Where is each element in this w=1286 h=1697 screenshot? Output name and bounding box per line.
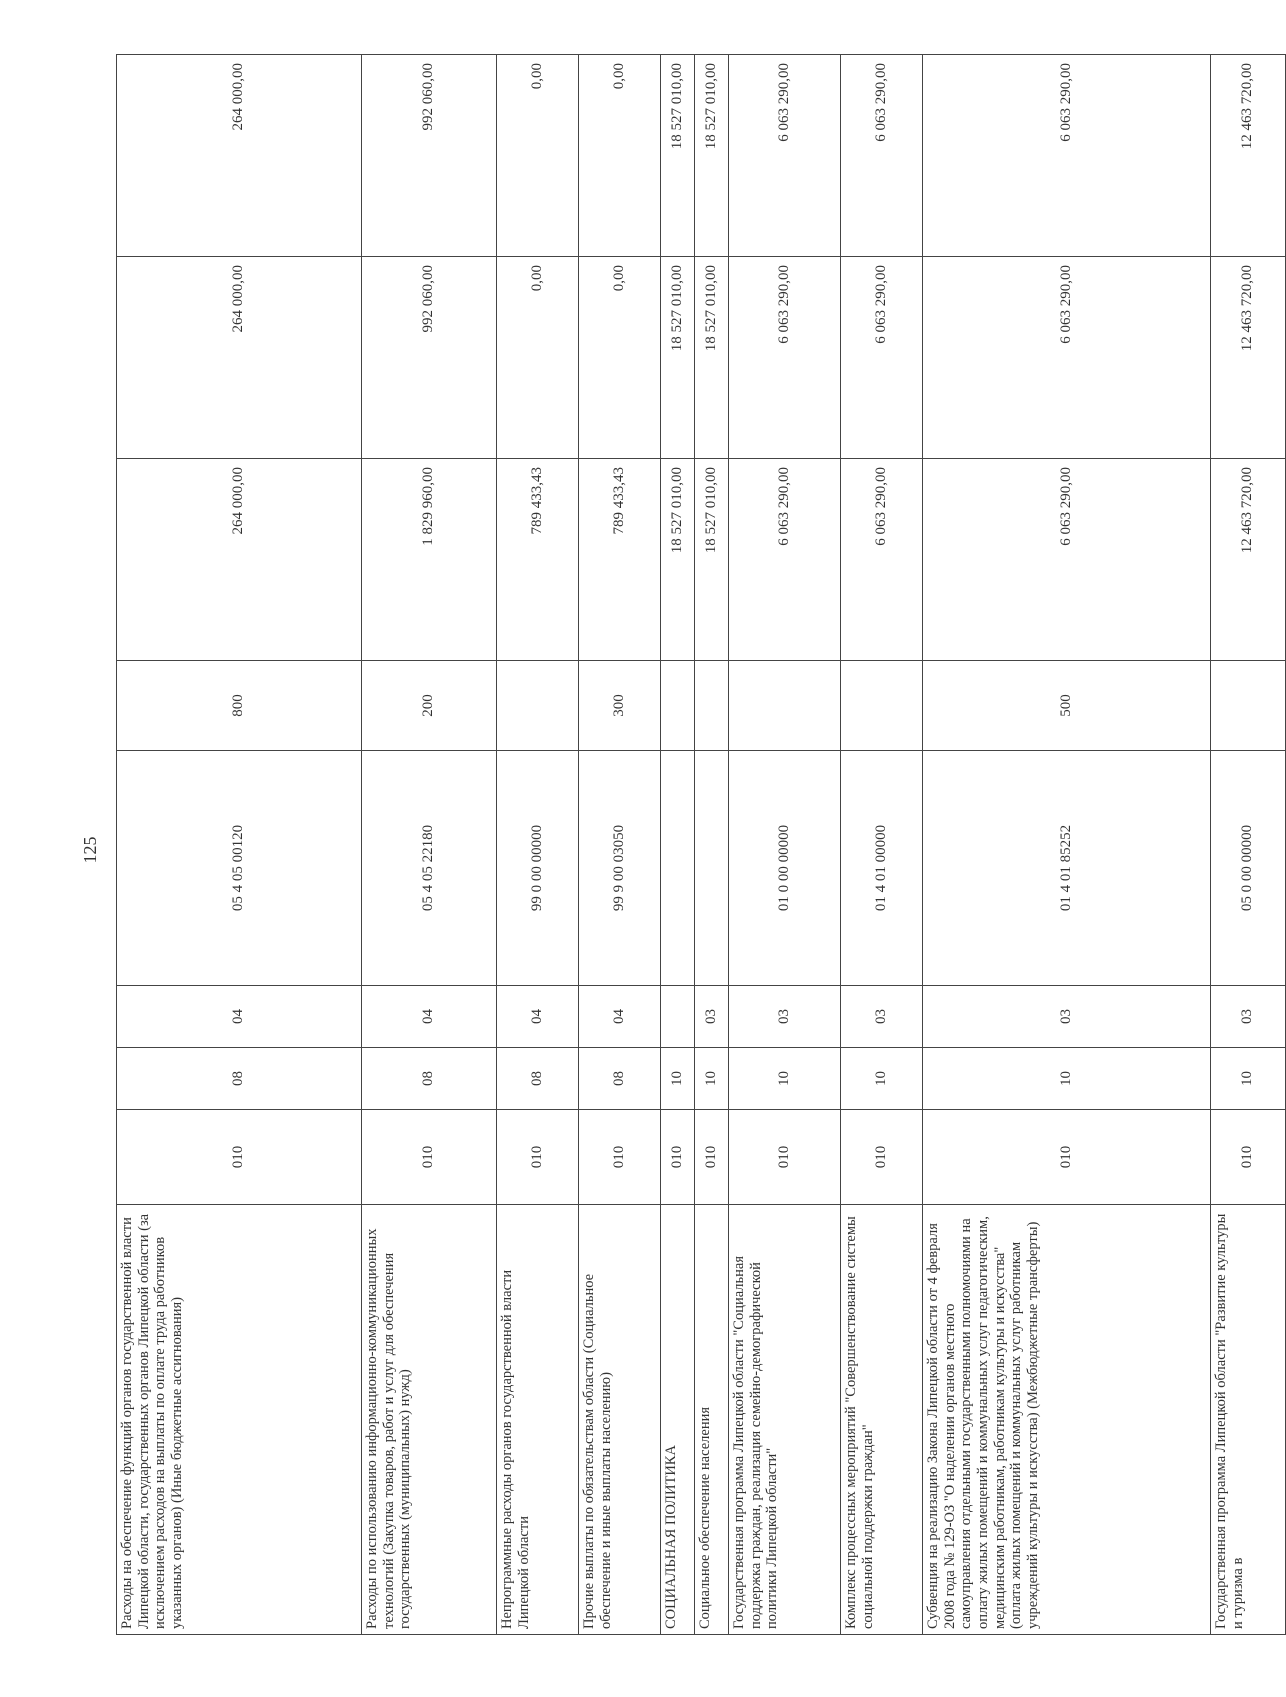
table-row xyxy=(117,55,362,1635)
row-name-cell: СОЦИАЛЬНАЯ ПОЛИТИКА xyxy=(661,1205,695,1635)
row-name-cell: Прочие выплаты по обязательствам области (Социальное обеспечение и иные выплаты населению) xyxy=(579,1205,661,1635)
row-section-cell: 10 xyxy=(923,1048,1211,1110)
budget-table xyxy=(116,54,1286,1635)
row-amount-1-cell: 264 000,00 xyxy=(117,459,362,661)
page-number: 125 xyxy=(80,836,100,864)
row-expense-type-cell xyxy=(661,661,695,751)
row-amount-3-cell: 992 060,00 xyxy=(362,55,497,257)
table-row xyxy=(497,55,579,1635)
row-name-cell: Социальное обеспечение населения xyxy=(695,1205,729,1635)
row-subsection-cell: 03 xyxy=(1211,986,1286,1048)
row-expense-type-cell: 300 xyxy=(579,661,661,751)
row-target-article-cell xyxy=(661,751,695,986)
row-amount-3-cell: 264 000,00 xyxy=(117,55,362,257)
row-amount-2-cell: 0,00 xyxy=(579,257,661,459)
table-row xyxy=(661,55,695,1635)
table-row xyxy=(1211,55,1286,1635)
row-section-cell: 10 xyxy=(841,1048,923,1110)
row-target-article-cell: 05 4 05 00120 xyxy=(117,751,362,986)
row-amount-1-cell: 6 063 290,00 xyxy=(841,459,923,661)
table-row xyxy=(729,55,841,1635)
row-target-article-cell: 99 9 00 03050 xyxy=(579,751,661,986)
row-amount-2-cell: 0,00 xyxy=(497,257,579,459)
row-amount-2-cell: 18 527 010,00 xyxy=(695,257,729,459)
row-expense-type-cell xyxy=(841,661,923,751)
row-amount-1-cell: 12 463 720,00 xyxy=(1211,459,1286,661)
budget-table-container xyxy=(116,55,1256,1635)
table-body xyxy=(117,55,1286,1635)
row-expense-type-cell xyxy=(497,661,579,751)
row-admin-code-cell: 010 xyxy=(661,1110,695,1205)
row-amount-1-cell: 18 527 010,00 xyxy=(661,459,695,661)
row-admin-code-cell: 010 xyxy=(579,1110,661,1205)
row-section-cell: 08 xyxy=(117,1048,362,1110)
row-section-cell: 08 xyxy=(497,1048,579,1110)
row-target-article-cell xyxy=(695,751,729,986)
row-name-cell: Расходы на обеспечение функций органов государственной власти Липецкой области, государственных органов Липецкой области (за исключением расходов на выплаты по оплате труда работников указанных органов) (Иные бюджетные ассигнования) xyxy=(117,1205,362,1635)
row-admin-code-cell: 010 xyxy=(923,1110,1211,1205)
row-name-cell: Комплекс процессных мероприятий "Совершенствование системы социальной поддержки граждан" xyxy=(841,1205,923,1635)
row-name-cell: Непрограммные расходы органов государственной власти Липецкой области xyxy=(497,1205,579,1635)
row-section-cell: 10 xyxy=(695,1048,729,1110)
row-expense-type-cell xyxy=(729,661,841,751)
row-amount-3-cell: 12 463 720,00 xyxy=(1211,55,1286,257)
row-admin-code-cell: 010 xyxy=(729,1110,841,1205)
row-name-cell: Расходы по использованию информационно-коммуникационных технологий (Закупка товаров, работ и услуг для обеспечения государственных (муниципальных) нужд) xyxy=(362,1205,497,1635)
row-amount-3-cell: 6 063 290,00 xyxy=(729,55,841,257)
row-subsection-cell: 03 xyxy=(841,986,923,1048)
row-expense-type-cell xyxy=(1211,661,1286,751)
row-amount-1-cell: 6 063 290,00 xyxy=(729,459,841,661)
row-amount-2-cell: 18 527 010,00 xyxy=(661,257,695,459)
row-admin-code-cell: 010 xyxy=(117,1110,362,1205)
row-expense-type-cell xyxy=(695,661,729,751)
row-amount-1-cell: 1 829 960,00 xyxy=(362,459,497,661)
row-target-article-cell: 01 0 00 00000 xyxy=(729,751,841,986)
row-name-cell: Государственная программа Липецкой области "Социальная поддержка граждан, реализация семейно-демографической политики Липецкой области" xyxy=(729,1205,841,1635)
row-admin-code-cell: 010 xyxy=(695,1110,729,1205)
row-section-cell: 10 xyxy=(661,1048,695,1110)
row-amount-2-cell: 6 063 290,00 xyxy=(729,257,841,459)
row-section-cell: 08 xyxy=(579,1048,661,1110)
row-subsection-cell: 03 xyxy=(729,986,841,1048)
row-amount-2-cell: 12 463 720,00 xyxy=(1211,257,1286,459)
row-subsection-cell: 04 xyxy=(579,986,661,1048)
row-amount-3-cell: 18 527 010,00 xyxy=(695,55,729,257)
row-amount-1-cell: 6 063 290,00 xyxy=(923,459,1211,661)
table-row xyxy=(923,55,1211,1635)
row-subsection-cell: 04 xyxy=(117,986,362,1048)
row-section-cell: 08 xyxy=(362,1048,497,1110)
row-amount-1-cell: 18 527 010,00 xyxy=(695,459,729,661)
row-admin-code-cell: 010 xyxy=(841,1110,923,1205)
row-amount-2-cell: 992 060,00 xyxy=(362,257,497,459)
row-name-cell: Субвенция на реализацию Закона Липецкой области от 4 февраля 2008 года № 129-ОЗ "О наделении органов местного самоуправления отдельными государственными полномочиями на оплату жилых помещений и коммунальных услуг педагогическим, медицинским работникам, работникам культуры и искусства" (оплата жилых помещений и коммунальных услуг работникам учреждений культуры и искусства) (Межбюджетные трансферты) xyxy=(923,1205,1211,1635)
row-amount-2-cell: 264 000,00 xyxy=(117,257,362,459)
row-amount-1-cell: 789 433,43 xyxy=(579,459,661,661)
row-amount-3-cell: 18 527 010,00 xyxy=(661,55,695,257)
row-name-cell: Государственная программа Липецкой области "Развитие культуры и туризма в xyxy=(1211,1205,1286,1635)
row-subsection-cell: 03 xyxy=(695,986,729,1048)
row-target-article-cell: 01 4 01 00000 xyxy=(841,751,923,986)
row-admin-code-cell: 010 xyxy=(362,1110,497,1205)
row-expense-type-cell: 800 xyxy=(117,661,362,751)
row-section-cell: 10 xyxy=(729,1048,841,1110)
row-target-article-cell: 05 0 00 00000 xyxy=(1211,751,1286,986)
row-admin-code-cell: 010 xyxy=(1211,1110,1286,1205)
row-subsection-cell: 03 xyxy=(923,986,1211,1048)
row-amount-3-cell: 6 063 290,00 xyxy=(923,55,1211,257)
row-target-article-cell: 01 4 01 85252 xyxy=(923,751,1211,986)
row-amount-3-cell: 0,00 xyxy=(579,55,661,257)
row-amount-2-cell: 6 063 290,00 xyxy=(923,257,1211,459)
row-subsection-cell: 04 xyxy=(497,986,579,1048)
table-row xyxy=(841,55,923,1635)
table-row xyxy=(695,55,729,1635)
table-row xyxy=(362,55,497,1635)
row-target-article-cell: 05 4 05 22180 xyxy=(362,751,497,986)
table-row xyxy=(579,55,661,1635)
row-section-cell: 10 xyxy=(1211,1048,1286,1110)
row-admin-code-cell: 010 xyxy=(497,1110,579,1205)
row-subsection-cell xyxy=(661,986,695,1048)
row-target-article-cell: 99 0 00 00000 xyxy=(497,751,579,986)
row-amount-2-cell: 6 063 290,00 xyxy=(841,257,923,459)
row-amount-3-cell: 0,00 xyxy=(497,55,579,257)
row-amount-1-cell: 789 433,43 xyxy=(497,459,579,661)
row-subsection-cell: 04 xyxy=(362,986,497,1048)
row-expense-type-cell: 500 xyxy=(923,661,1211,751)
row-expense-type-cell: 200 xyxy=(362,661,497,751)
row-amount-3-cell: 6 063 290,00 xyxy=(841,55,923,257)
